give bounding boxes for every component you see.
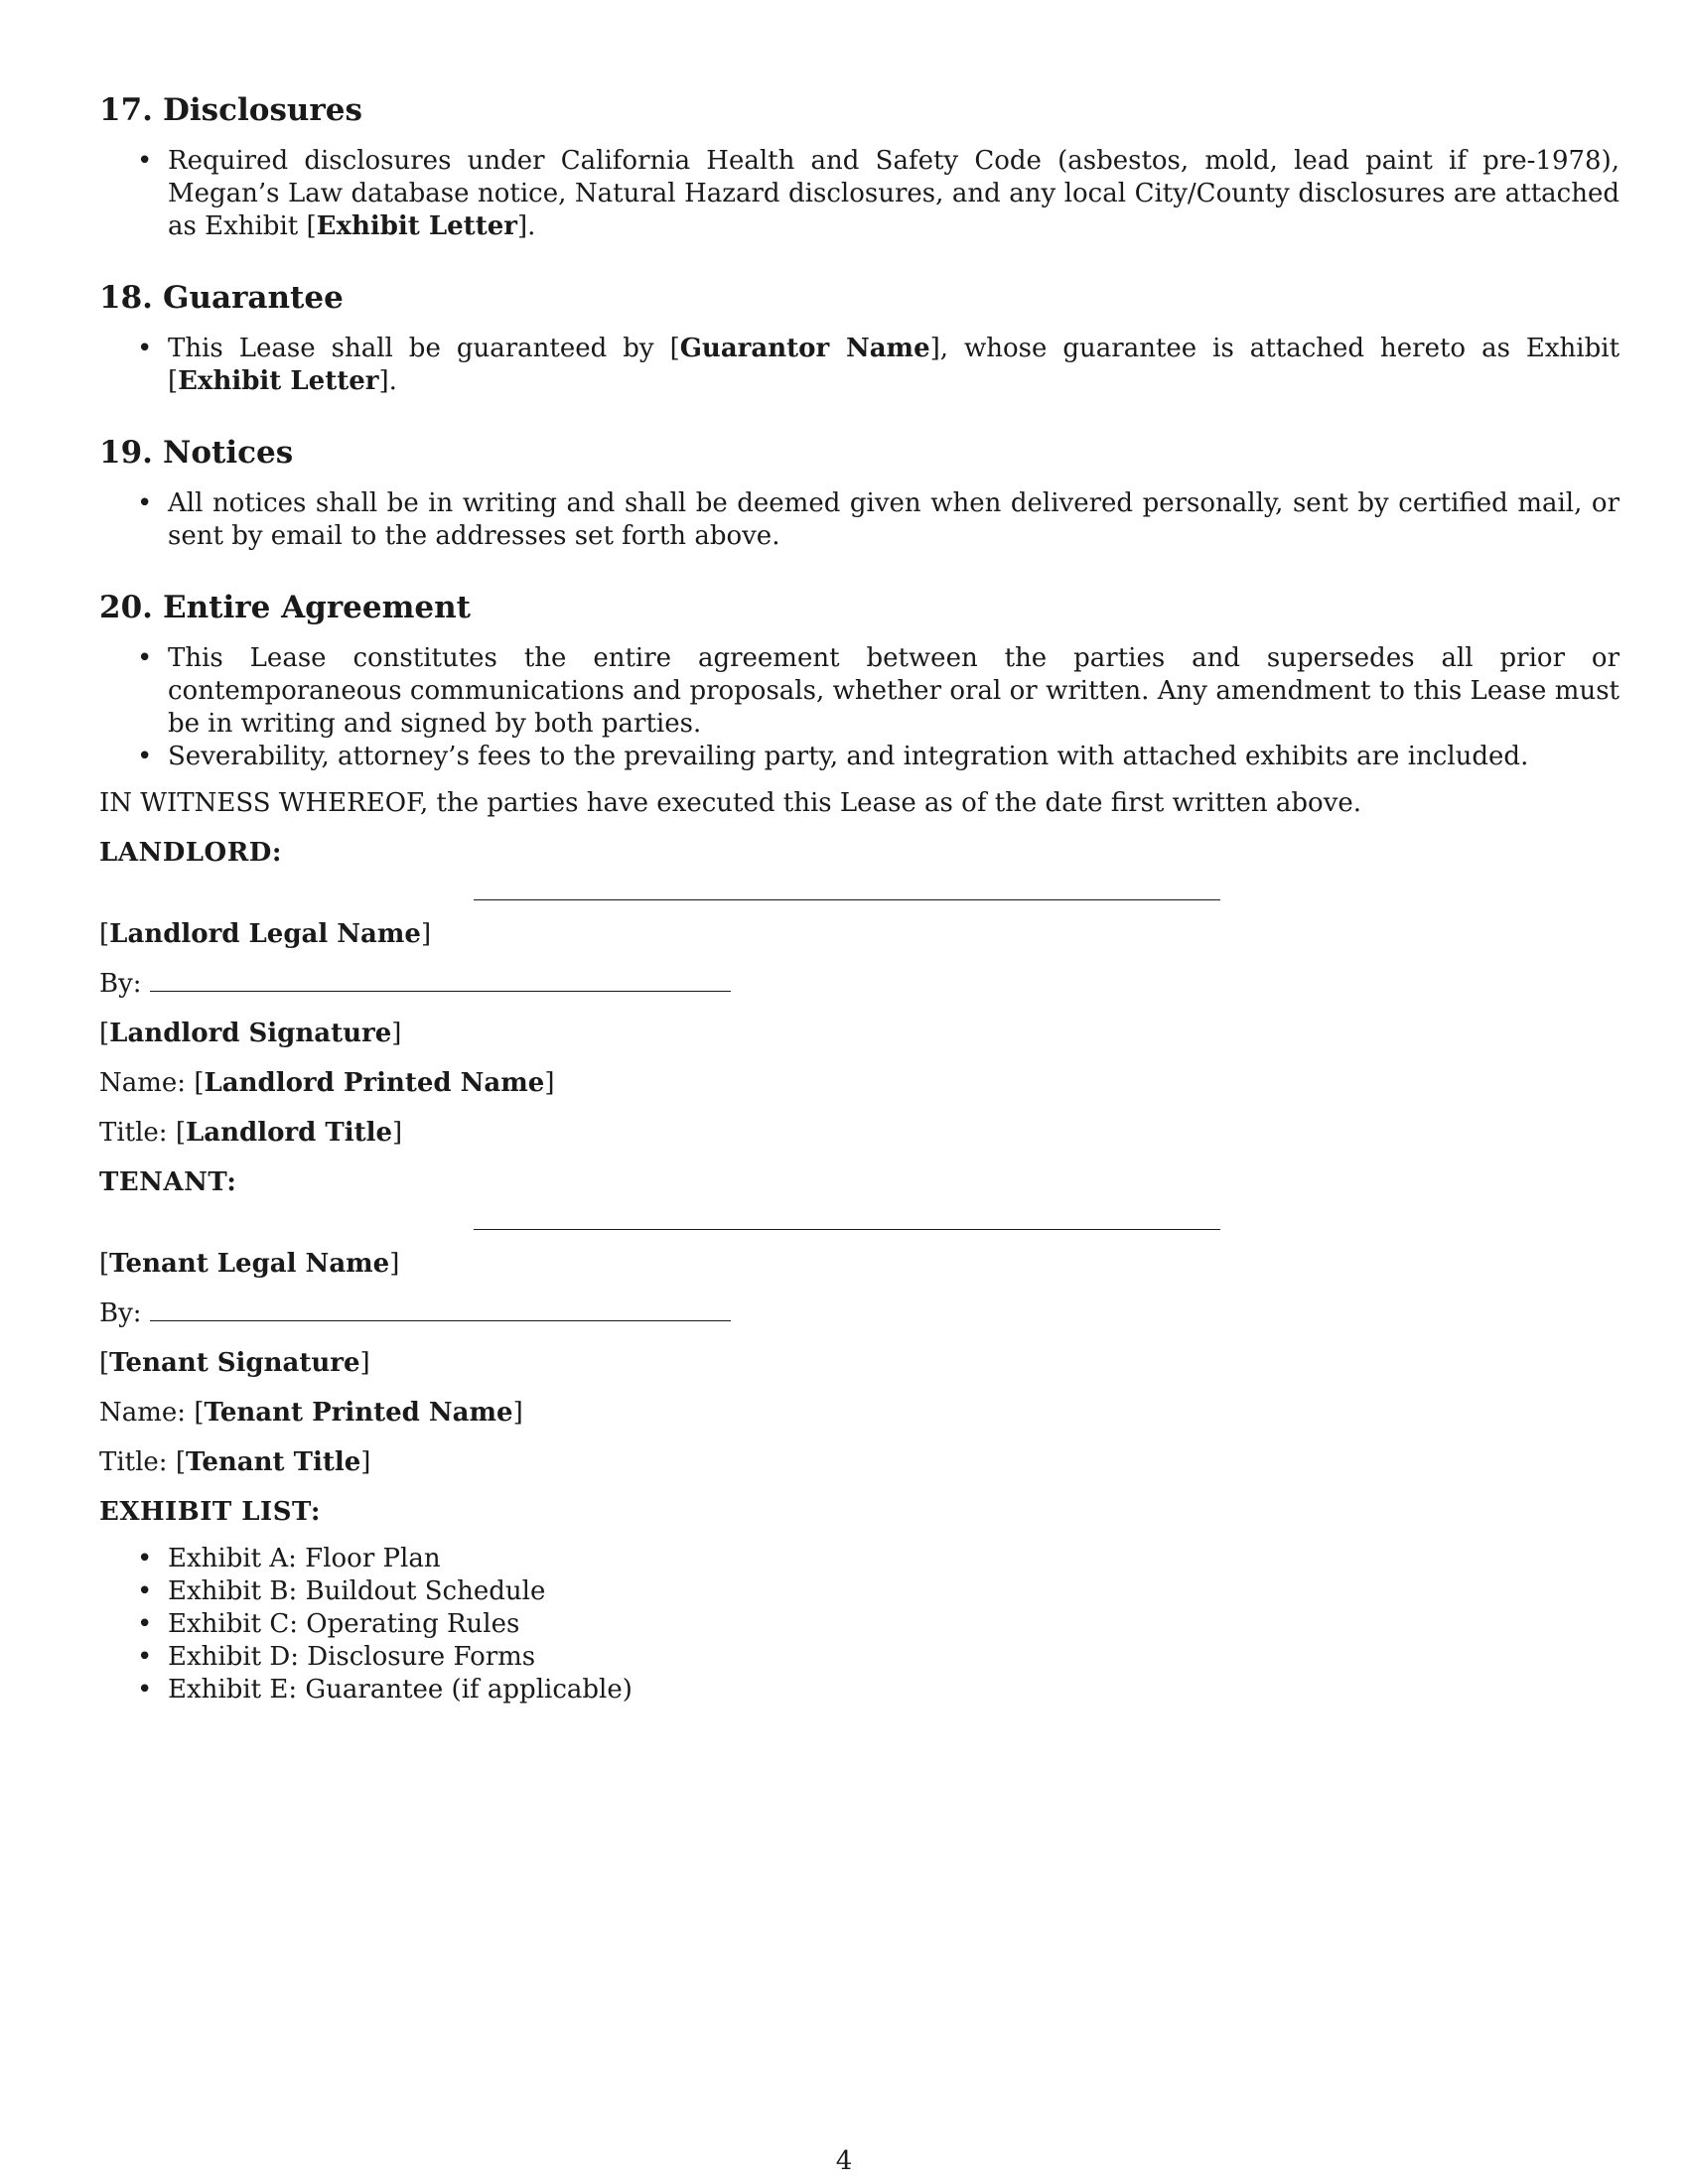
placeholder-landlord-title: Landlord Title <box>186 1118 393 1148</box>
section-number: 19. <box>99 435 153 471</box>
landlord-signature-line <box>474 899 1220 900</box>
disclosures-list <box>99 145 1619 243</box>
by-label: By: <box>99 1298 142 1328</box>
landlord-signature: [Landlord Signature] <box>99 1019 402 1048</box>
section-number: 18. <box>99 280 153 316</box>
guarantee-list <box>99 333 1620 398</box>
name-label: Name: <box>99 1398 187 1428</box>
placeholder-tenant-signature: Tenant Signature <box>109 1348 360 1378</box>
section-heading-guarantee <box>99 277 1589 319</box>
text-segment: ]. <box>378 366 397 396</box>
witness-clause: IN WITNESS WHEREOF, the parties have executed this Lease as of the date first written above. <box>99 788 1362 818</box>
tenant-legal-name: [Tenant Legal Name] <box>99 1249 400 1279</box>
tenant-by-row <box>99 1297 1589 1330</box>
placeholder-tenant-legal-name: Tenant Legal Name <box>109 1249 390 1279</box>
text-segment: ]. <box>516 211 536 241</box>
tenant-signature-line <box>474 1229 1220 1230</box>
section-number: 17. <box>99 92 153 128</box>
section-title: Guarantee <box>163 280 344 316</box>
title-label: Title: <box>99 1447 168 1477</box>
exhibit-item: • Exhibit B: Buildout Schedule <box>99 1575 1589 1608</box>
title-label: Title: <box>99 1118 168 1148</box>
landlord-title-row: Title: [Landlord Title] <box>99 1118 403 1148</box>
exhibit-item: • Exhibit A: Floor Plan <box>99 1543 1589 1575</box>
placeholder-landlord-printed-name: Landlord Printed Name <box>204 1068 545 1098</box>
exhibit-item: • Exhibit C: Operating Rules <box>99 1608 1589 1641</box>
landlord-legal-name: [Landlord Legal Name] <box>99 919 432 949</box>
list-item <box>99 333 1619 398</box>
section-title: Disclosures <box>163 92 362 128</box>
document-page <box>99 89 1620 1706</box>
notices-list <box>99 487 1619 553</box>
tenant-title-row: Title: [Tenant Title] <box>99 1447 371 1477</box>
placeholder-guarantor-name: Guarantor Name <box>679 334 930 363</box>
name-label: Name: <box>99 1068 187 1098</box>
placeholder-landlord-legal-name: Landlord Legal Name <box>109 919 421 949</box>
exhibit-list-label: EXHIBIT LIST: <box>99 1497 321 1527</box>
tenant-signature: [Tenant Signature] <box>99 1348 370 1378</box>
landlord-label: LANDLORD: <box>99 838 282 868</box>
text-segment: This Lease shall be guaranteed by [ <box>168 334 680 363</box>
section-title: Entire Agreement <box>163 590 471 625</box>
exhibit-item: • Exhibit D: Disclosure Forms <box>99 1641 1589 1674</box>
page-number: 4 <box>835 2146 853 2176</box>
landlord-name-row: Name: [Landlord Printed Name] <box>99 1068 555 1098</box>
section-heading-entire-agreement <box>99 587 1589 628</box>
text-segment: Required disclosures under California Health and Safety Code (asbestos, mold, lead paint if pre-1978), Megan’s Law database notice, Natural Hazard disclosures, and any local City/County disclosures are attached as Exhibit [ <box>168 146 1619 241</box>
by-label: By: <box>99 969 142 999</box>
section-heading-disclosures <box>99 89 1589 131</box>
list-item: • All notices shall be in writing and shall be deemed given when delivered personally, sent by certified mail, or sent by email to the addresses set forth above. <box>99 487 1619 553</box>
tenant-label: TENANT: <box>99 1167 237 1197</box>
tenant-name-row: Name: [Tenant Printed Name] <box>99 1398 523 1428</box>
landlord-by-row <box>99 968 1589 1001</box>
placeholder-tenant-printed-name: Tenant Printed Name <box>204 1398 513 1428</box>
exhibit-item: • Exhibit E: Guarantee (if applicable) <box>99 1674 1589 1706</box>
placeholder-tenant-title: Tenant Title <box>186 1447 361 1477</box>
placeholder-exhibit-letter: Exhibit Letter <box>178 366 379 396</box>
section-number: 20. <box>99 590 153 625</box>
tenant-by-line <box>150 1298 731 1321</box>
exhibit-list <box>99 1543 1589 1706</box>
placeholder-landlord-signature: Landlord Signature <box>109 1019 392 1048</box>
section-heading-notices <box>99 432 1589 474</box>
landlord-by-line <box>150 969 731 992</box>
list-item: • Severability, attorney’s fees to the prevailing party, and integration with attached exhibits are included. <box>99 741 1619 773</box>
placeholder-exhibit-letter: Exhibit Letter <box>316 211 517 241</box>
list-item: • This Lease constitutes the entire agreement between the parties and supersedes all prior or contemporaneous communications and proposals, whether oral or written. Any amendment to this Lease must be in writing and signed by both parties. <box>99 642 1619 741</box>
entire-agreement-list <box>99 642 1619 773</box>
text-segment: ], whose guarantee is attached hereto as Exhibit [ <box>168 334 1620 396</box>
list-item <box>99 145 1619 243</box>
section-title: Notices <box>163 435 294 471</box>
